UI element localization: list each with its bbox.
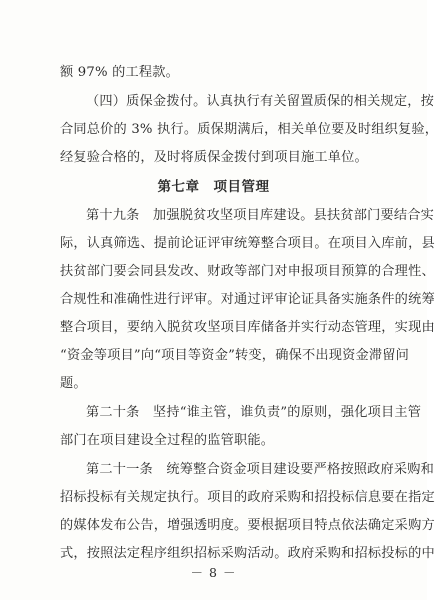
text-line-17: 式，按照法定程序组织招标采购活动。政府采购和招标投标的中: [60, 546, 435, 561]
text-line-1: 额 97% 的工程款。: [60, 65, 180, 80]
text-line-12: 第二十条 坚持“谁主管，谁负责”的原则，强化项目主管: [86, 405, 422, 420]
text-line-3: 合同总价的 3% 执行。质保期满后，相关单位要及时组织复验，: [60, 122, 438, 137]
text-line-14: 第二十一条 统筹整合资金项目建设要严格按照政府采购和: [86, 462, 435, 477]
text-line-5: 第十九条 加强脱贫攻坚项目库建设。县扶贫部门要结合实: [86, 208, 435, 223]
page-number: － 8 －: [190, 565, 237, 580]
chapter-title: 第七章 项目管理: [157, 179, 270, 195]
text-line-7: 扶贫部门要会同县发改、财政等部门对申报项目预算的合理性、: [60, 264, 435, 279]
text-line-16: 的媒体发布公告，增强透明度。要根据项目特点依法确定采购方: [60, 518, 435, 533]
text-line-6: 际，认真筛选、提前论证评审统筹整合项目。在项目入库前，县: [60, 236, 435, 251]
text-line-10: “资金等项目”向“项目等资金”转变，确保不出现资金滞留问: [60, 348, 410, 363]
text-line-8: 合规性和准确性进行评审。对通过评审论证具备实施条件的统筹: [60, 292, 435, 307]
text-line-11: 题。: [60, 376, 87, 391]
text-line-4: 经复验合格的，及时将质保金拨付到项目施工单位。: [60, 150, 368, 165]
text-line-2: （四）质保金拨付。认真执行有关留置质保的相关规定，按: [86, 94, 435, 109]
text-line-15: 招标投标有关规定执行。项目的政府采购和招投标信息要在指定: [60, 490, 435, 505]
text-line-9: 整合项目，要纳入脱贫攻坚项目库储备并实行动态管理，实现由: [60, 320, 435, 335]
text-line-13: 部门在项目建设全过程的监管职能。: [60, 433, 275, 448]
